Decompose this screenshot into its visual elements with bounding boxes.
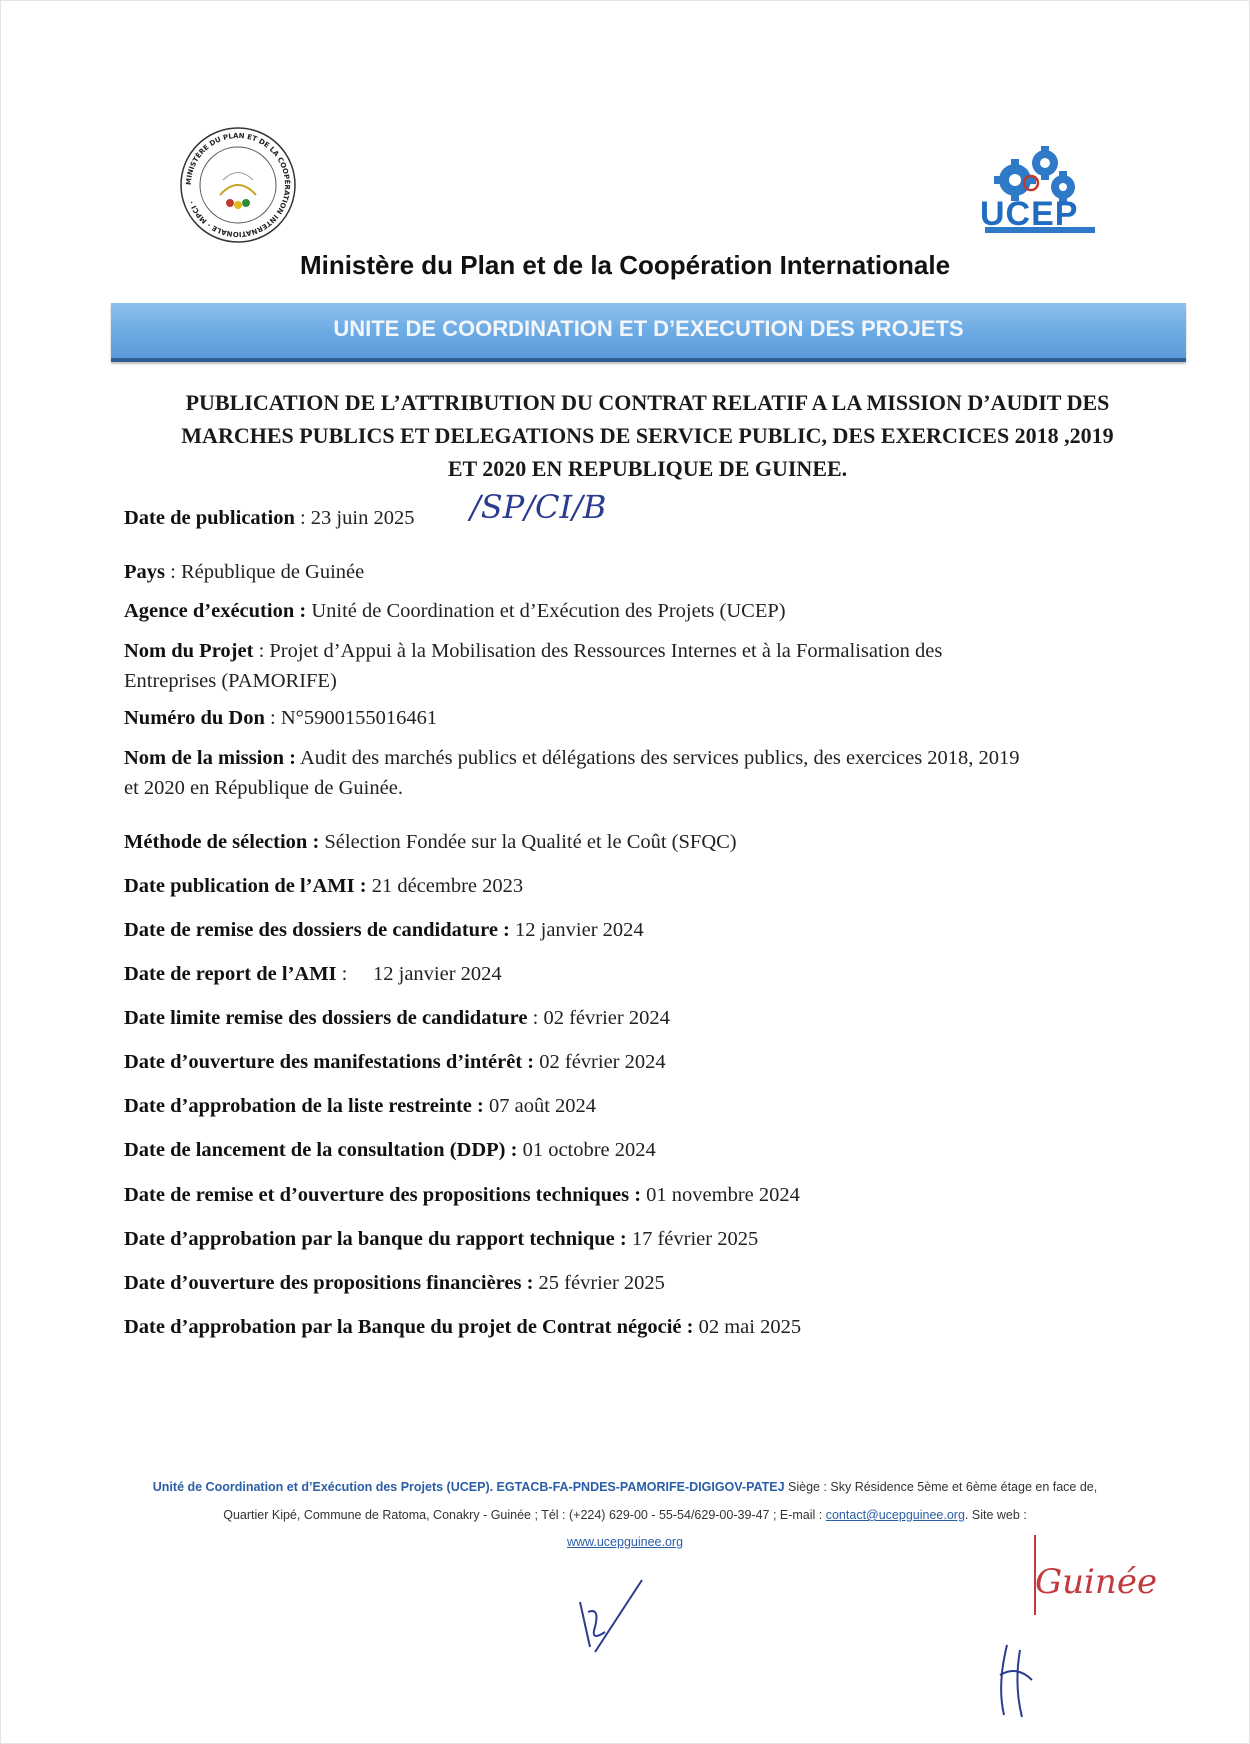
field-report-date — [124, 959, 1214, 989]
field-value: : N°5900155016461 — [264, 707, 438, 729]
field-projet — [124, 636, 1214, 696]
field-remise-date — [124, 915, 1214, 945]
ministry-title: Ministère du Plan et de la Coopération Internationale — [299, 250, 951, 280]
field-methode — [124, 827, 1214, 857]
field-label: Nom du Projet — [124, 640, 254, 662]
field-label: Date de report de l’AMI — [124, 963, 337, 985]
field-value-continued: Entreprises (PAMORIFE) — [124, 670, 337, 692]
footer-line-3 — [90, 1535, 1160, 1549]
field-financiere-date — [124, 1268, 1214, 1298]
field-label: Date de remise des dossiers de candidature : — [124, 919, 510, 941]
handwritten-reference: /SP/CI/B — [470, 488, 607, 526]
footer-site-label: . Site web : — [964, 1508, 1027, 1522]
field-value: 01 novembre 2024 — [641, 1184, 800, 1206]
field-tech-date — [124, 1180, 1214, 1210]
ministry-seal-logo — [178, 125, 298, 245]
ucep-logo-text: UCEP — [980, 195, 1079, 233]
field-mission — [124, 743, 1214, 803]
field-agence — [124, 596, 1214, 626]
footer-email-link[interactable]: contact@ucepguinee.org — [825, 1508, 965, 1522]
signature-initials-center — [570, 1572, 650, 1672]
field-value: 21 décembre 2023 — [366, 875, 524, 897]
field-label: Date d’approbation par la banque du rapport technique : — [124, 1228, 627, 1250]
footer-line-2 — [90, 1508, 1160, 1522]
banner-text: UNITE DE COORDINATION ET D’EXECUTION DES PROJETS — [333, 316, 964, 341]
field-rapport-date — [124, 1224, 1214, 1254]
field-value: 02 mai 2025 — [693, 1316, 802, 1338]
field-label: Date de publication — [124, 507, 295, 529]
footer-org: Unité de Coordination et d’Exécution des Projets (UCEP). EGTACB-FA-PNDES-PAMORIFE-DIGIGOV-PATEJ — [152, 1480, 785, 1494]
field-value: : 12 janvier 2024 — [336, 963, 502, 985]
field-value: : 23 juin 2025 — [294, 507, 415, 529]
guinee-stamp-mark: Guinée — [1035, 1562, 1158, 1602]
unit-banner — [111, 303, 1186, 362]
footer-website-link[interactable]: www.ucepguinee.org — [566, 1535, 684, 1549]
field-value-continued: et 2020 en République de Guinée. — [124, 777, 403, 799]
field-pays — [124, 557, 1214, 587]
field-label: Nom de la mission : — [124, 747, 296, 769]
title-line-2: MARCHES PUBLICS ET DELEGATIONS DE SERVICE PUBLIC, DES EXERCICES 2018 ,2019 — [181, 423, 1114, 448]
footer-address-1: Siège : Sky Résidence 5ème et 6ème étage en face de, — [784, 1480, 1098, 1494]
field-label: Date limite remise des dossiers de candidature — [124, 1007, 528, 1029]
field-label: Date d’ouverture des propositions financières : — [124, 1272, 534, 1294]
document-title — [115, 386, 1180, 485]
field-limite-date — [124, 1003, 1214, 1033]
field-value: : 02 février 2024 — [527, 1007, 670, 1029]
field-value: : Projet d’Appui à la Mobilisation des Ressources Internes et à la Formalisation des — [253, 640, 943, 662]
field-value: Audit des marchés publics et délégations des services publics, des exercices 2018, 2019 — [295, 747, 1020, 769]
field-ouverture-date — [124, 1047, 1214, 1077]
field-label: Date d’ouverture des manifestations d’intérêt : — [124, 1051, 535, 1073]
field-don — [124, 703, 1214, 733]
field-label: Méthode de sélection : — [124, 831, 320, 853]
footer-line-1 — [90, 1480, 1160, 1494]
field-liste-date — [124, 1091, 1214, 1121]
field-value: 25 février 2025 — [533, 1272, 665, 1294]
field-label: Agence d’exécution : — [124, 600, 307, 622]
field-ami-date — [124, 871, 1214, 901]
footer-address-2: Quartier Kipé, Commune de Ratoma, Conakry - Guinée ; Tél : (+224) 629-00 - 55-54/629-00-39-47 ; E-mail : — [223, 1508, 826, 1522]
field-value: Unité de Coordination et d’Exécution des Projets (UCEP) — [306, 600, 786, 622]
field-value: 17 février 2025 — [626, 1228, 759, 1250]
field-label: Numéro du Don — [124, 707, 265, 729]
field-contrat-date — [124, 1312, 1214, 1342]
signature-initials-right — [992, 1635, 1042, 1725]
field-label: Date d’approbation de la liste restreinte : — [124, 1095, 484, 1117]
field-value: 12 janvier 2024 — [509, 919, 644, 941]
field-label: Date publication de l’AMI : — [124, 875, 367, 897]
title-line-3: ET 2020 EN REPUBLIQUE DE GUINEE. — [447, 456, 848, 481]
field-publication-date — [124, 503, 1214, 533]
field-value: 02 février 2024 — [534, 1051, 666, 1073]
field-value: Sélection Fondée sur la Qualité et le Coût (SFQC) — [319, 831, 737, 853]
field-label: Pays — [124, 561, 165, 583]
field-value: 07 août 2024 — [483, 1095, 597, 1117]
field-label: Date de remise et d’ouverture des propositions techniques : — [124, 1184, 642, 1206]
field-value: 01 octobre 2024 — [517, 1139, 656, 1161]
field-ddp-date — [124, 1135, 1214, 1165]
field-value: : République de Guinée — [165, 561, 365, 583]
title-line-1: PUBLICATION DE L’ATTRIBUTION DU CONTRAT RELATIF A LA MISSION D’AUDIT DES — [185, 390, 1110, 415]
svg-text:MINISTÈRE DU PLAN ET DE LA COO: MINISTÈRE DU PLAN ET DE LA COOPÉRATION INTERNATIONALE · MPCI · — [184, 131, 292, 239]
field-label: Date de lancement de la consultation (DDP) : — [124, 1139, 518, 1161]
field-label: Date d’approbation par la Banque du projet de Contrat négocié : — [124, 1316, 694, 1338]
